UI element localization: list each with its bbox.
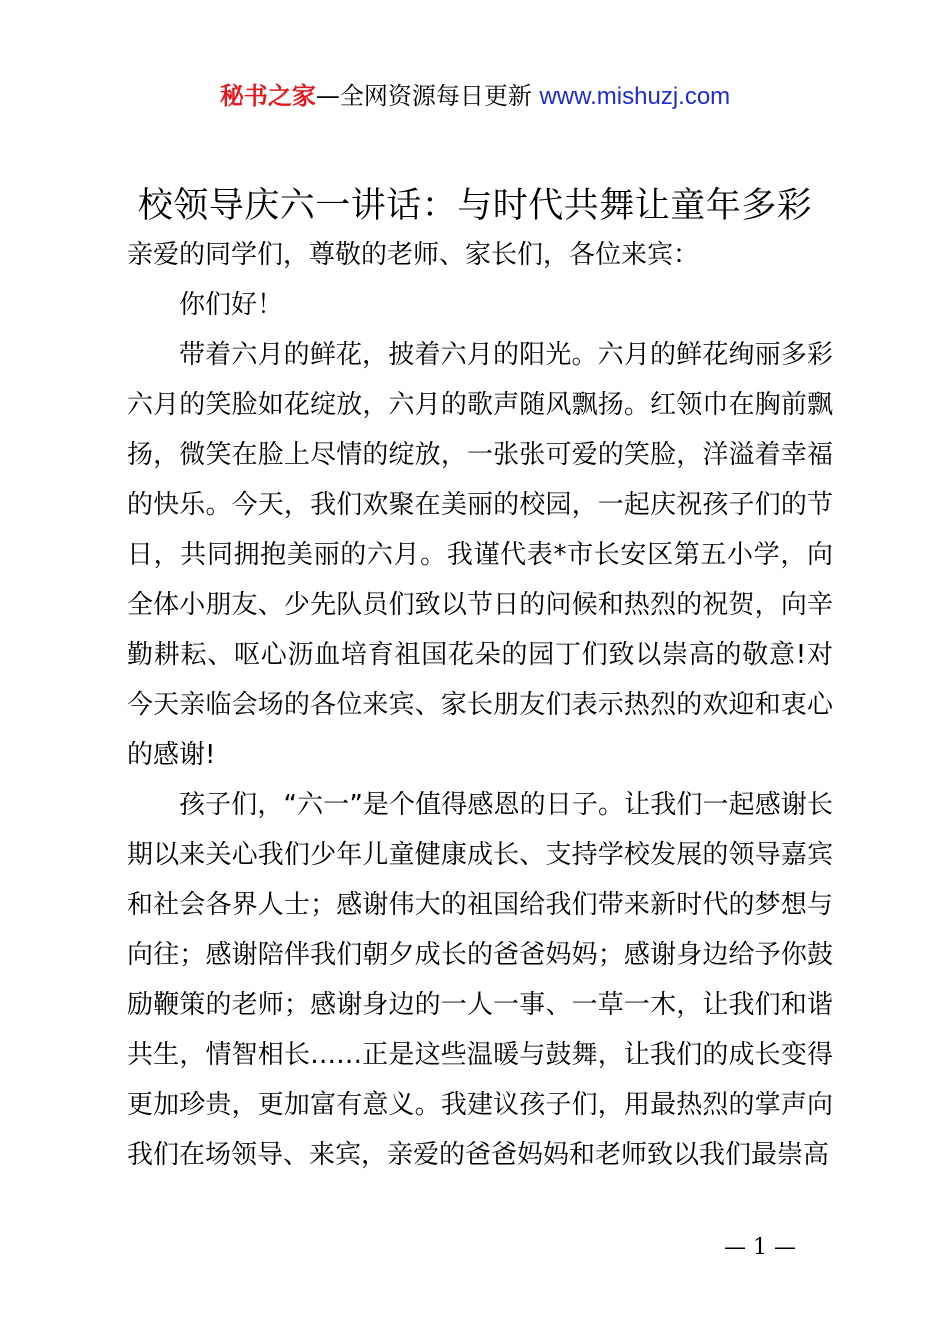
greeting: 你们好！ bbox=[179, 290, 284, 320]
salutation: 亲爱的同学们，尊敬的老师、家长们，各位来宾： bbox=[127, 240, 700, 270]
page-number: — 1 — bbox=[724, 1235, 796, 1260]
body-paragraph: 带着六月的鲜花，披着六月的阳光。六月的鲜花绚丽多彩六月的笑脸如花绽放，六月的歌声随风飘扬。红领巾在胸前飘扬，微笑在脸上尽情的绽放，一张张可爱的笑脸，洋溢着幸福的快乐。今天，我们欢聚在美丽的校园，一起庆祝孩子们的节日，共同拥抱美丽的六月。我谨代表*市长安区第五小学，向全体小朋友、少先队员们致以节日的问候和热烈的祝贺，向辛勤耕耘、呕心沥血培育祖国花朵的园丁们致以崇高的敬意!对今天亲临会场的各位来宾、家长朋友们表示热烈的欢迎和衷心的感谢! bbox=[127, 340, 833, 770]
site-banner bbox=[0, 78, 950, 115]
body-paragraph: 孩子们，“六一”是个值得感恩的日子。让我们一起感谢长期以来关心我们少年儿童健康成长、支持学校发展的领导嘉宾和社会各界人士；感谢伟大的祖国给我们带来新时代的梦想与向往；感谢陪伴我们朝夕成长的爸爸妈妈；感谢身边给予你鼓励鞭策的老师；感谢身边的一人一事、一草一木，让我们和谐共生，情智相长……正是这些温暖与鼓舞，让我们的成长变得更加珍贵，更加富有意义。我建议孩子们，用最热烈的掌声向我们在场领导、来宾，亲爱的爸爸妈妈和老师致以我们最崇高 bbox=[127, 790, 833, 1170]
site-brand: 秘书之家 bbox=[219, 82, 316, 110]
site-url-link[interactable]: www.mishuzj.com bbox=[539, 83, 731, 110]
document-body bbox=[127, 230, 833, 1180]
document-title: 校领导庆六一讲话：与时代共舞让童年多彩 bbox=[137, 186, 813, 226]
site-tagline: —全网资源每日更新 bbox=[315, 82, 540, 110]
